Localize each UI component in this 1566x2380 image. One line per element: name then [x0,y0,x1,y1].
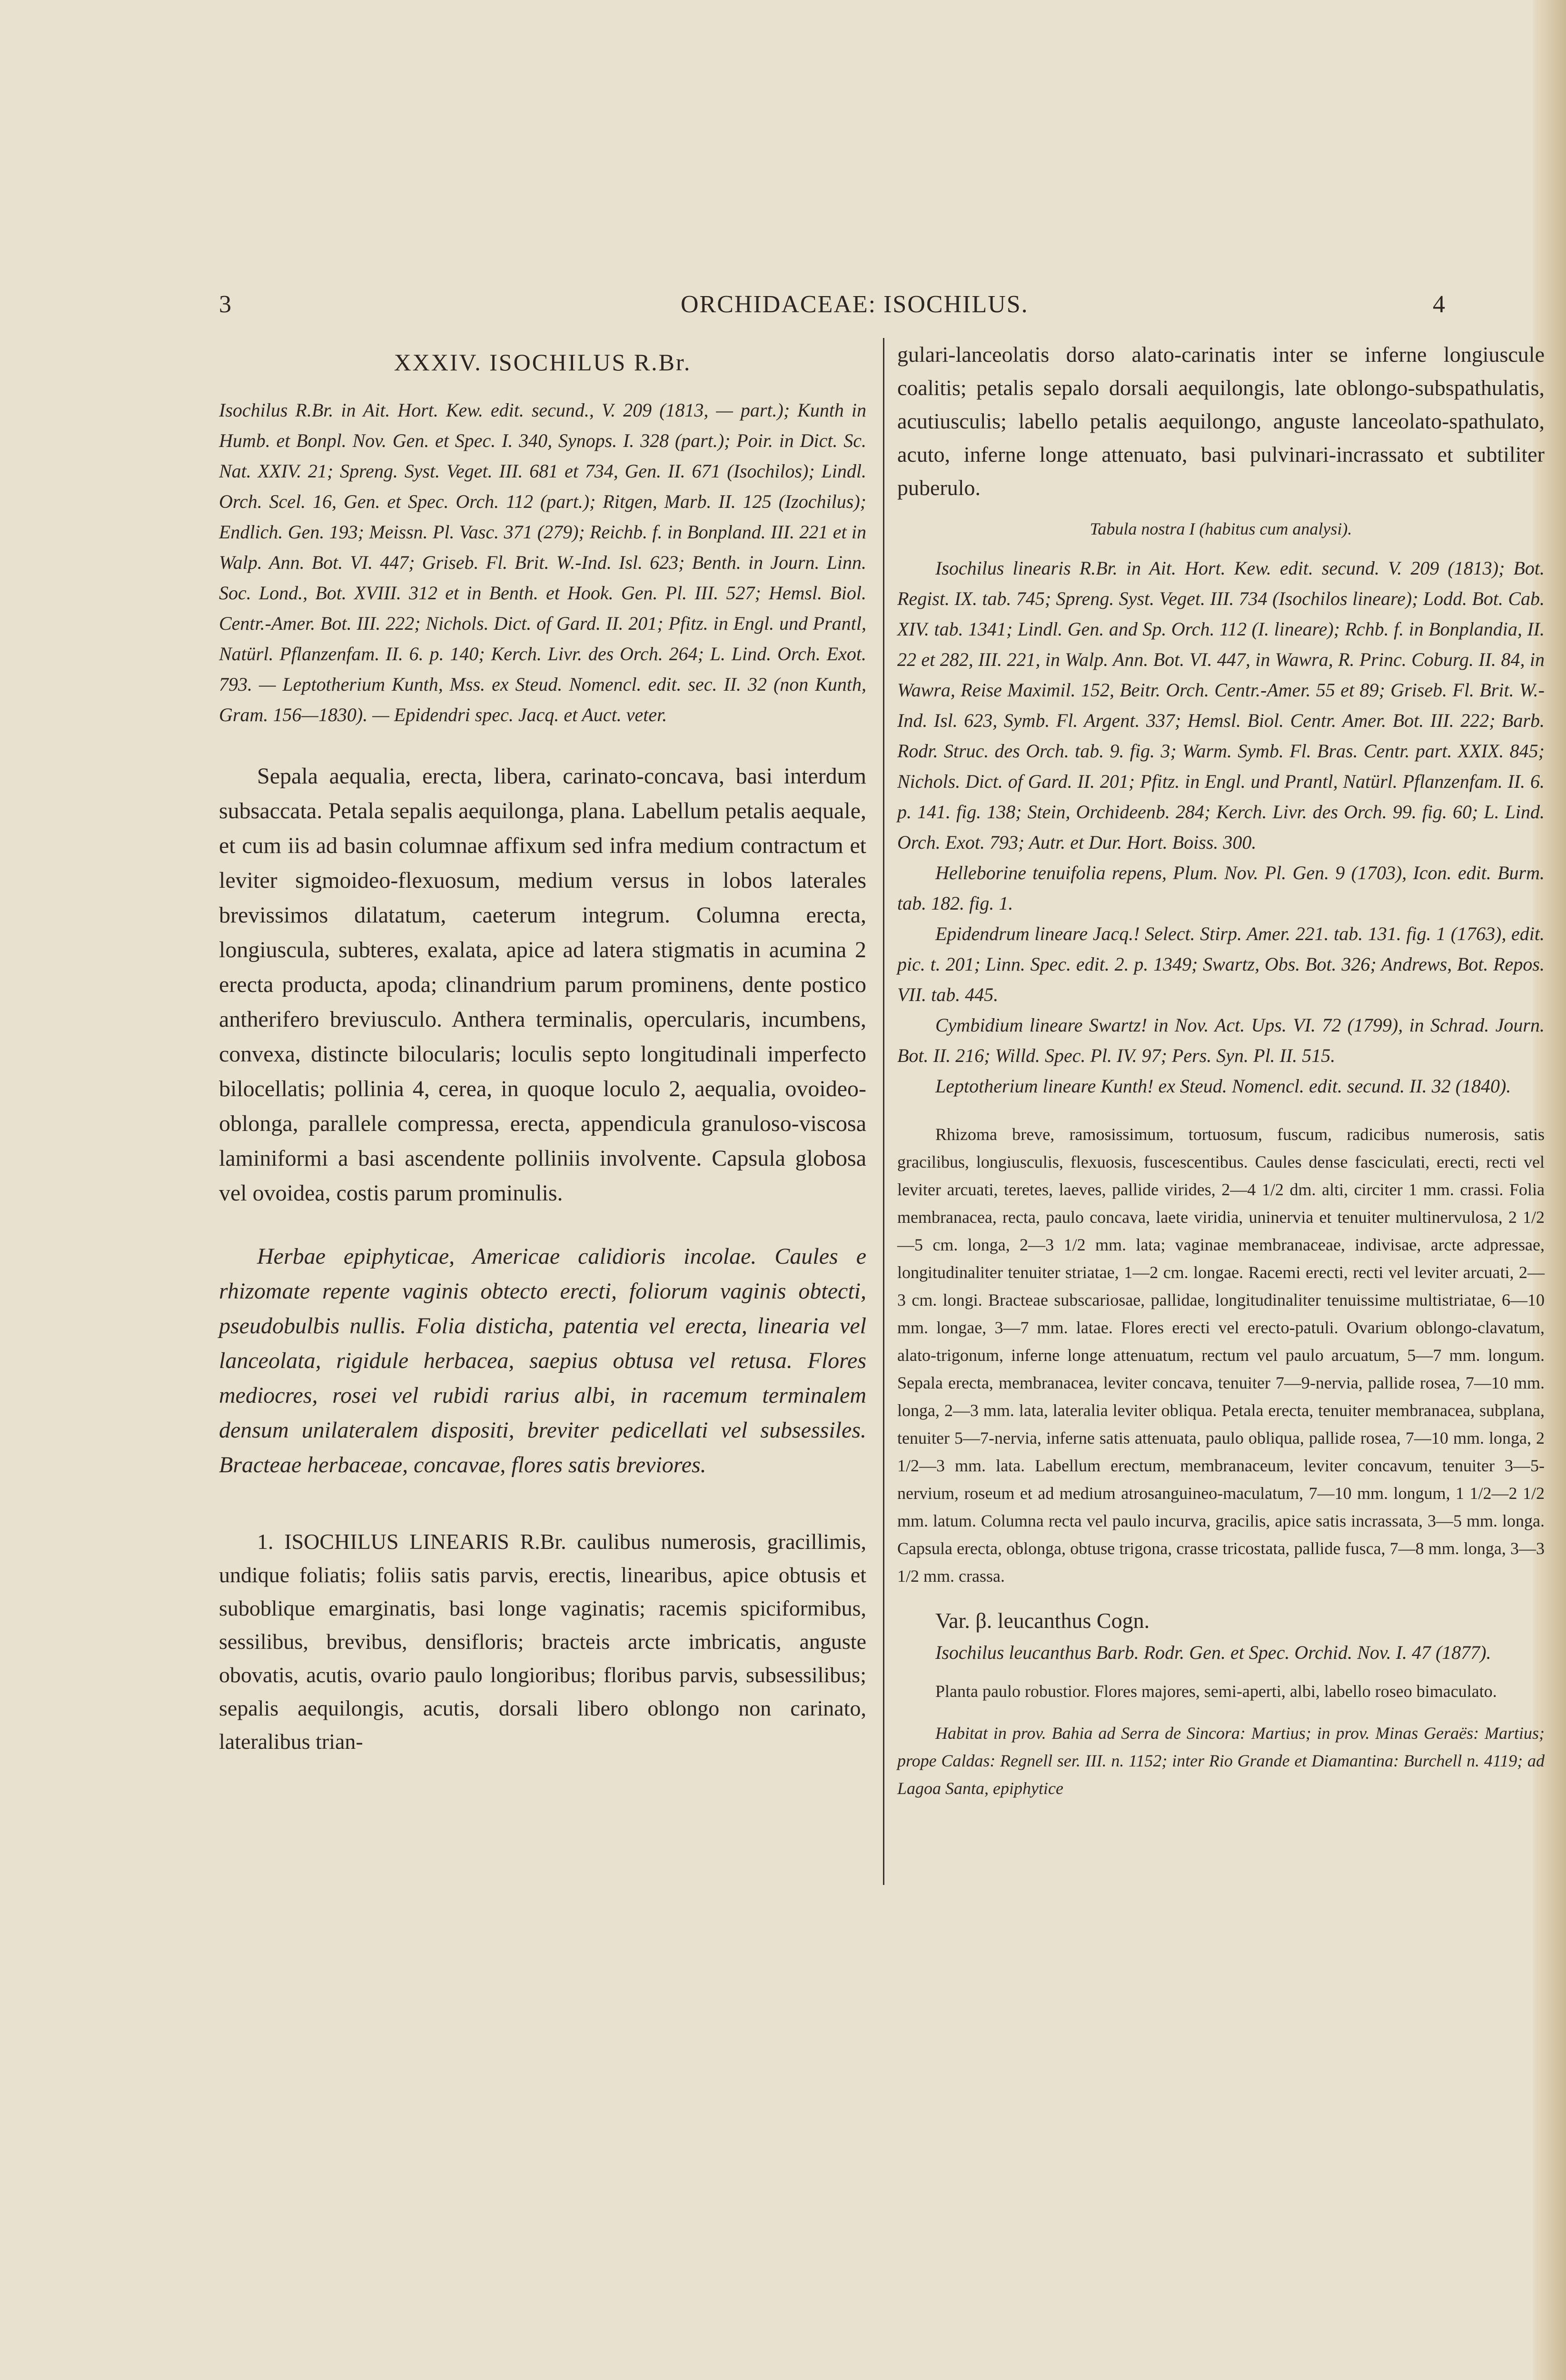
genus-habit: Herbae epiphyticae, Americae calidioris incolae. Caules e rhizomate repente vaginis obtecto erecti, foliorum vaginis obtecti, pseudobulbis nullis. Folia disticha, patentia vel erecta, linearia vel lanceolata, rigidule herbacea, saepius obtusa vel retusa. Flores mediocres, rosei vel rubidi rarius albi, in racemum terminalem densum unilateralem dispositi, breviter pedicellati vel subsessiles. Bracteae herbaceae, concavae, flores satis breviores. [219,1244,866,1478]
book-page [71,267,1545,2361]
running-head [71,281,1490,324]
species-synonymy-3: Epidendrum lineare Jacq.! Select. Stirp. Amer. 221. tab. 131. fig. 1 (1763), edit. pic. t. 201; Linn. Spec. edit. 2. p. 1349; Swartz, Obs. Bot. 326; Andrews, Bot. Repos. VII. tab. 445. [897,923,1545,1005]
variety-detail: Planta paulo robustior. Flores majores, semi-aperti, albi, labello roseo bimaculato. [935,1682,1497,1701]
genus-title: XXXIV. ISOCHILUS R.Br. [394,349,692,376]
genus-description: Sepala aequalia, erecta, libera, carinato-concava, basi interdum subsaccata. Petala sepalis aequilonga, plana. Labellum petalis aequale, et cum iis ad basin columnae affixum sed infra medium contractum et leviter sigmoideo-flexuosum, medium versus in lobos laterales brevissimos dilatatum, caeterum integrum. Columna erecta, longiuscula, subteres, exalata, apice ad latera stigmatis in acumina 2 erecta producta, apoda; clinandrium parum prominens, dente postico antherifero breviusculo. Anthera terminalis, opercularis, incumbens, convexa, distincte bilocularis; loculis septo longitudinali imperfecto bilocellatis; pollinia 4, cerea, in quoque loculo 2, aequalia, ovoideo-oblonga, parallele compressa, erecta, appendicula granuloso-viscosa laminiformi a basi ascendente polliniis involvente. Capsula globosa vel ovoidea, costis parum prominulis. [219,764,866,1206]
habitat: Habitat in prov. Bahia ad Serra de Sincora: Martius; in prov. Minas Geraës: Martius; prope Caldas: Regnell ser. III. n. 1152; inter Rio Grande et Diamantina: Burchell n. 4119; ad Lagoa Santa, epiphytice [897,1724,1545,1798]
running-title: ORCHIDACEAE: ISOCHILUS. [681,291,1029,318]
species-description: 1. ISOCHILUS LINEARIS R.Br. caulibus numerosis, gracillimis, undique foliatis; foliis satis parvis, erectis, linearibus, apice obtusis et suboblique emarginatis, basi longe vaginatis; racemis spiciformibus, sessilibus, brevibus, densifloris; bracteis arcte imbricatis, anguste obovatis, acutis, ovario paulo longioribus; floribus parvis, subsessilibus; sepalis aequilongis, acutis, dorsali libero oblongo non carinato, lateralibus trian- [219,1529,866,1754]
genus-synonymy: Isochilus R.Br. in Ait. Hort. Kew. edit. secund., V. 209 (1813, — part.); Kunth in Humb. et Bonpl. Nov. Gen. et Spec. I. 340, Synops. I. 328 (part.); Poir. in Dict. Sc. Nat. XXIV. 21; Spreng. Syst. Veget. III. 681 et 734, Gen. II. 671 (Isochilos); Lindl. Orch. Scel. 16, Gen. et Spec. Orch. 112 (part.); Ritgen, Marb. II. 125 (Izochilus); Endlich. Gen. 193; Meissn. Pl. Vasc. 371 (279); Reichb. f. in Bonpland. III. 221 et in Walp. Ann. Bot. VI. 447; Griseb. Fl. Brit. W.-Ind. Isl. 623; Benth. in Journ. Linn. Soc. Lond., Bot. XVIII. 312 et in Benth. et Hook. Gen. Pl. III. 527; Hemsl. Biol. Centr.-Amer. Bot. III. 222; Nichols. Dict. of Gard. II. 201; Pfitz. in Engl. und Prantl, Natürl. Pflanzenfam. II. 6. p. 140; Kerch. Livr. des Orch. 264; L. Lind. Orch. Exot. 793. — Leptotherium Kunth, Mss. ex Steud. Nomencl. edit. sec. II. 32 (non Kunth, Gram. 156—1830). — Epidendri spec. Jacq. et Auct. veter. [219,399,866,725]
species-synonymy-4: Cymbidium lineare Swartz! in Nov. Act. Ups. VI. 72 (1799), in Schrad. Journ. Bot. II. 216; Willd. Spec. Pl. IV. 97; Pers. Syn. Pl. II. 515. [897,1014,1545,1066]
left-column [219,338,866,1758]
species-synonymy-5: Leptotherium lineare Kunth! ex Steud. Nomencl. edit. secund. II. 32 (1840). [935,1075,1511,1097]
species-detail: Rhizoma breve, ramosissimum, tortuosum, fuscum, radicibus numerosis, satis gracilibus, longiusculis, flexuosis, fuscescentibus. Caules dense fasciculati, erecti, recti vel leviter arcuati, teretes, laeves, pallide virides, 2—4 1/2 dm. alti, circiter 1 mm. crassi. Folia membranacea, recta, paulo concava, laete viridia, uninervia et tenuiter multinervulosa, 2 1/2—5 cm. longa, 2—3 1/2 mm. lata; vaginae membranaceae, indivisae, arcte adpressae, longitudinaliter tenuiter striatae, 1—2 cm. longae. Racemi erecti, recti vel leviter arcuati, 2—3 cm. longi. Bracteae subscariosae, pallidae, longitudinaliter tenuissime multistriatae, 6—10 mm. longae, 3—7 mm. latae. Flores erecti vel erecto-patuli. Ovarium oblongo-clavatum, alato-trigonum, inferne longe attenuatum, rectum vel paulo arcuatum, 5—7 mm. longum. Sepala erecta, membranacea, leviter concava, tenuiter 7—9-nervia, pallide rosea, 7—10 mm. longa, 2—3 mm. lata, lateralia leviter obliqua. Petala erecta, tenuiter membranacea, subplana, tenuiter 5—7-nervia, inferne satis attenuata, paulo obliqua, pallide rosea, 7—10 mm. longa, 2 1/2—3 mm. lata. Labellum erectum, membranaceum, leviter concavum, tenuiter 3—5-nervium, roseum et ad medium atrosanguineo-maculatum, 7—10 mm. longum, 1 1/2—2 1/2 mm. latum. Columna recta vel paulo incurva, gracilis, apice satis incrassata, 3—5 mm. longa. Capsula erecta, oblonga, obtuse trigona, crasse tricostata, pallide fusca, 7—8 mm. longa, 3—3 1/2 mm. crassa. [897,1125,1545,1586]
column-divider [883,338,884,1885]
page-number-right: 4 [1433,291,1446,318]
species-synonymy-2: Helleborine tenuifolia repens, Plum. Nov. Pl. Gen. 9 (1703), Icon. edit. Burm. tab. 182. fig. 1. [897,862,1545,914]
variety-synonymy: Isochilus leucanthus Barb. Rodr. Gen. et Spec. Orchid. Nov. I. 47 (1877). [935,1642,1491,1663]
species-description-continued: gulari-lanceolatis dorso alato-carinatis inter se inferne longiuscule coalitis; petalis sepalo dorsali aequilongis, late oblongo-subspathulatis, acutiusculis; labello petalis aequilongo, anguste lanceolato-spathulato, acuto, inferne longe attenuato, basi pulvinari-incrassato et subtiliter puberulo. [897,342,1545,500]
species-synonymy-1: Isochilus linearis R.Br. in Ait. Hort. Kew. edit. secund. V. 209 (1813); Bot. Regist. IX. tab. 745; Spreng. Syst. Veget. III. 734 (Isochilos lineare); Lodd. Bot. Cab. XIV. tab. 1341; Lindl. Gen. and Sp. Orch. 112 (I. lineare); Rchb. f. in Bonplandia, II. 22 et 282, III. 221, in Walp. Ann. Bot. VI. 447, in Wawra, R. Princ. Coburg. II. 84, in Wawra, Reise Maximil. 152, Beitr. Orch. Centr.-Amer. 55 et 89; Griseb. Fl. Brit. W.-Ind. Isl. 623, Symb. Fl. Argent. 337; Hemsl. Biol. Centr. Amer. Bot. III. 222; Barb. Rodr. Struc. des Orch. tab. 9. fig. 3; Warm. Symb. Fl. Bras. Centr. part. XXIX. 845; Nichols. Dict. of Gard. II. 201; Pfitz. in Engl. und Prantl, Natürl. Pflanzenfam. II. 6. p. 141. fig. 138; Stein, Orchideenb. 284; Kerch. Livr. des Orch. 99. fig. 60; L. Lind. Orch. Exot. 793; Autr. et Dur. Hort. Boiss. 300. [897,557,1545,853]
right-column [897,338,1545,1802]
page-number-left: 3 [219,291,232,318]
variety-title: Var. β. leucanthus Cogn. [935,1608,1150,1633]
plate-note: Tabula nostra I (habitus cum analysi). [1090,519,1352,538]
